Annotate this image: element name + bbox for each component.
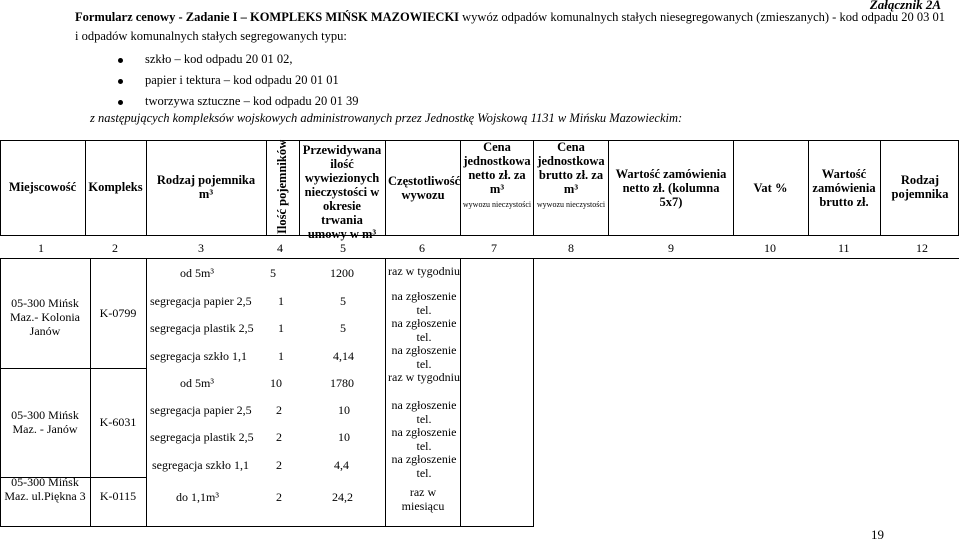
rodzaj-cell: segregacja papier 2,5: [150, 294, 252, 308]
rodzaj-cell: segregacja plastik 2,5: [150, 430, 254, 444]
row-border: [0, 368, 90, 369]
czestotliwosc-cell: raz w tygodniu: [388, 264, 460, 278]
ilosc-cell: 2: [276, 458, 282, 472]
ilosc-cell: 2: [276, 430, 282, 444]
col-divider: [90, 258, 91, 526]
attachment-label: Załącznik 2A: [869, 0, 941, 12]
location-name: 05-300 Mińsk Maz. ul.Piękna 3: [4, 475, 86, 503]
row-border: [90, 368, 147, 369]
col-number: 7: [491, 241, 497, 255]
col-number: 3: [198, 241, 204, 255]
location-name: 05-300 Mińsk Maz. - Janów: [11, 408, 79, 436]
col-number: 4: [277, 241, 283, 255]
col-divider: [460, 258, 461, 526]
col-number: 5: [340, 241, 346, 255]
col-number: 10: [764, 241, 776, 255]
ilosc-cell: 5: [270, 266, 276, 280]
czestotliwosc-cell: na zgłoszenie tel.: [391, 316, 457, 344]
header-przewidywana-ilosc: Przewidywana ilość wywiezionych nieczystości w okresie trwania umowy w m³: [302, 143, 382, 241]
header-cena-brutto-label: Cena jednostkowa brutto zł. za m³: [537, 140, 605, 196]
bullet-icon: [118, 58, 123, 63]
col-number: 11: [838, 241, 850, 255]
header-wartosc-brutto: Wartość zamówienia brutto zł.: [812, 167, 876, 209]
czestotliwosc-cell: na zgłoszenie tel.: [391, 452, 457, 480]
rodzaj-cell: od 5m³: [180, 266, 214, 280]
header-czestotliwosc: Częstotliwość wywozu: [388, 174, 461, 202]
czestotliwosc-cell: na zgłoszenie tel.: [391, 425, 457, 453]
header-cena-brutto-sub: wywozu nieczystości: [536, 200, 606, 209]
col-divider: [385, 140, 386, 235]
location-name: 05-300 Mińsk Maz.- Kolonia Janów: [10, 296, 80, 338]
col-divider: [808, 140, 809, 235]
col-number: 12: [916, 241, 928, 255]
ilosc-cell: 1: [278, 321, 284, 335]
form-title-bold: Formularz cenowy - Zadanie I – KOMPLEKS MIŃSK MAZOWIECKI: [75, 10, 460, 24]
header-miejscowosc: Miejscowość: [8, 180, 77, 194]
header-rodzaj-pojemnika-m3: Rodzaj pojemnika m³: [156, 173, 256, 201]
kompleks-code: K-6031: [99, 415, 137, 429]
col-divider: [266, 140, 267, 235]
col-number: 1: [38, 241, 44, 255]
header-cena-netto-label: Cena jednostkowa netto zł. za m³: [463, 140, 531, 196]
rodzaj-cell: od 5m³: [180, 376, 214, 390]
bullet-icon: [118, 100, 123, 105]
col-divider: [299, 140, 300, 235]
bullet-icon: [118, 79, 123, 84]
col-divider: [460, 140, 461, 235]
header-wartosc-netto: Wartość zamówienia netto zł. (kolumna 5x7): [615, 167, 727, 209]
col-divider: [533, 140, 534, 235]
bullet-item: [118, 73, 339, 88]
col-number: 6: [419, 241, 425, 255]
czestotliwosc-cell: na zgłoszenie tel.: [391, 343, 457, 371]
header-vat: Vat %: [753, 181, 788, 195]
col-number: 2: [112, 241, 118, 255]
rodzaj-cell: segregacja szkło 1,1: [152, 458, 249, 472]
ilosc-m3-cell: 1200: [330, 266, 354, 280]
ilosc-m3-cell: 24,2: [332, 490, 353, 504]
bullet-item: [118, 52, 293, 67]
col-divider: [385, 258, 386, 526]
ilosc-m3-cell: 10: [338, 403, 350, 417]
rodzaj-cell: segregacja papier 2,5: [150, 403, 252, 417]
ilosc-m3-cell: 4,4: [334, 458, 349, 472]
ilosc-cell: 1: [278, 294, 284, 308]
header-cena-brutto: [535, 140, 607, 212]
czestotliwosc-cell: raz w miesiącu: [401, 485, 445, 513]
col-divider: [146, 258, 147, 526]
row-border: [0, 258, 959, 259]
rodzaj-cell: segregacja plastik 2,5: [150, 321, 254, 335]
ilosc-m3-cell: 1780: [330, 376, 354, 390]
row-border: [0, 526, 534, 527]
header-ilosc-pojemnikow: Ilość pojemników: [275, 139, 289, 234]
col-divider: [608, 140, 609, 235]
kompleks-code: K-0115: [99, 489, 137, 503]
ilosc-cell: 2: [276, 490, 282, 504]
czestotliwosc-cell: na zgłoszenie tel.: [391, 289, 457, 317]
czestotliwosc-cell: na zgłoszenie tel.: [391, 398, 457, 426]
ilosc-m3-cell: 5: [340, 321, 346, 335]
col-number: 9: [668, 241, 674, 255]
ilosc-cell: 1: [278, 349, 284, 363]
rodzaj-cell: do 1,1m³: [176, 490, 219, 504]
form-title-rest: wywóz odpadów komunalnych stałych niesegregowanych (zmieszanych) - kod odpadu 20 03 01: [459, 10, 946, 24]
col-divider: [533, 258, 534, 526]
col-divider: [880, 140, 881, 235]
header-kompleks: Kompleks: [88, 180, 143, 194]
ilosc-m3-cell: 4,14: [333, 349, 354, 363]
bullet-text: tworzywa sztuczne – kod odpadu 20 01 39: [145, 94, 359, 108]
rodzaj-cell: segregacja szkło 1,1: [150, 349, 247, 363]
bullet-text: papier i tektura – kod odpadu 20 01 01: [145, 73, 339, 87]
bullet-text: szkło – kod odpadu 20 01 02,: [145, 52, 293, 66]
header-cena-netto: [462, 140, 532, 212]
bullet-item: [118, 94, 359, 109]
page-number: 19: [871, 527, 884, 542]
col-divider: [146, 140, 147, 235]
ilosc-m3-cell: 10: [338, 430, 350, 444]
czestotliwosc-cell: raz w tygodniu: [388, 370, 460, 384]
kompleks-code: K-0799: [99, 306, 137, 320]
kompleksy-intro: z następujących kompleksów wojskowych administrowanych przez Jednostkę Wojskową 1131 w Mińsku Mazowieckim:: [90, 111, 683, 125]
form-title-line2: i odpadów komunalnych stałych segregowanych typu:: [75, 29, 347, 43]
ilosc-m3-cell: 5: [340, 294, 346, 308]
form-title: [75, 10, 945, 25]
ilosc-cell: 10: [270, 376, 282, 390]
col-divider: [0, 258, 1, 526]
header-cena-netto-sub: wywozu nieczystości: [462, 200, 532, 209]
header-rodzaj-pojemnika: Rodzaj pojemnika: [891, 173, 949, 201]
col-number: 8: [568, 241, 574, 255]
ilosc-cell: 2: [276, 403, 282, 417]
header-bottom-border: [0, 235, 959, 236]
